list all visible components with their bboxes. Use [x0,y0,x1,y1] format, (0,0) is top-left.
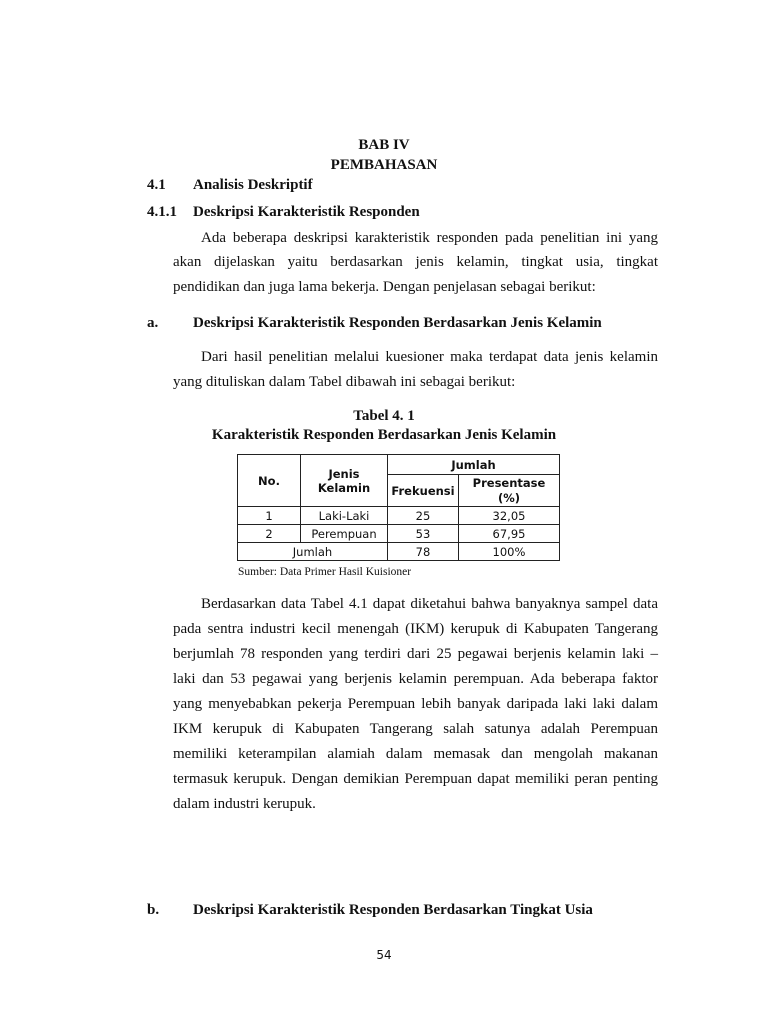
para-b-line-9: dalam industri kerupuk. [173,796,316,812]
table-caption: Tabel 4. 1 [353,408,415,424]
para-b-line-6: IKM kerupuk di Kabupaten Tangerang salah satunya adalah Perempuan [173,721,658,737]
row-2-presentase: 67,95 [459,525,560,543]
page-number: 54 [376,948,392,962]
para-b-line-4: laki dan 53 pegawai yang berjenis kelamin perempuan. Ada beberapa faktor [173,671,658,687]
gender-table [237,454,560,561]
para-b-line-1: Berdasarkan data Tabel 4.1 dapat diketahui bahwa banyaknya sampel data [201,596,658,612]
para-b-line-2: pada sentra industri kecil menengah (IKM) kerupuk di Kabupaten Tangerang [173,621,658,637]
subsection-b-title: Deskripsi Karakteristik Responden Berdasarkan Tingkat Usia [193,902,593,918]
intro-line-1: Ada beberapa deskripsi karakteristik responden pada penelitian ini yang [201,230,658,246]
table-row [238,507,560,525]
row-2-jenis: Perempuan [301,525,388,543]
header-presentase [459,475,560,507]
para-b-line-7: memiliki keterampilan alamiah dalam memasak dan mengolah makanan [173,746,658,762]
intro-line-3: pendidikan dan juga lama bekerja. Dengan penjelasan sebagai berikut: [173,279,596,295]
total-frekuensi: 78 [388,543,459,561]
header-presentase-line-1: Presentase [472,475,546,490]
para-b-line-8: termasuk kerupuk. Dengan demikian Perempuan dapat memiliki peran penting [173,771,658,787]
total-presentase: 100% [459,543,560,561]
header-no: No. [238,455,301,507]
table-row [238,525,560,543]
total-label: Jumlah [238,543,388,561]
chapter-label: BAB IV [358,137,410,153]
section-4-1-1-title: Deskripsi Karakteristik Responden [193,204,420,220]
section-4-1-title: Analisis Deskriptif [193,177,313,193]
table-total-row [238,543,560,561]
row-1-frekuensi: 25 [388,507,459,525]
subsection-a-title: Deskripsi Karakteristik Responden Berdasarkan Jenis Kelamin [193,315,602,331]
row-1-no: 1 [238,507,301,525]
row-1-jenis: Laki-Laki [301,507,388,525]
para-b-line-3: berjumlah 78 responden yang terdiri dari 25 pegawai berjenis kelamin laki – [173,646,658,662]
header-jenis-kelamin [301,455,388,507]
para-a-line-1: Dari hasil penelitian melalui kuesioner maka terdapat data jenis kelamin [201,349,658,365]
header-jenis-line-2: Kelamin [317,480,371,495]
header-presentase-line-2: (%) [497,490,521,505]
intro-line-2: akan dijelaskan yaitu berdasarkan jenis kelamin, tingkat usia, tingkat [173,254,658,270]
table-source: Sumber: Data Primer Hasil Kuisioner [238,566,412,578]
chapter-title: PEMBAHASAN [330,157,438,173]
header-frekuensi: Frekuensi [388,475,459,507]
row-2-frekuensi: 53 [388,525,459,543]
table-title: Karakteristik Responden Berdasarkan Jenis Kelamin [211,427,557,443]
header-jumlah: Jumlah [388,455,560,475]
subsection-b-letter: b. [147,902,160,918]
row-2-no: 2 [238,525,301,543]
section-4-1-1-number: 4.1.1 [147,204,177,220]
para-a-line-2: yang dituliskan dalam Tabel dibawah ini sebagai berikut: [173,374,516,390]
row-1-presentase: 32,05 [459,507,560,525]
subsection-a-letter: a. [147,315,159,331]
header-jenis-line-1: Jenis [328,466,360,481]
section-4-1-number: 4.1 [147,177,166,193]
para-b-line-5: yang menyebabkan pekerja Perempuan lebih banyak daripada laki laki dalam [173,696,658,712]
